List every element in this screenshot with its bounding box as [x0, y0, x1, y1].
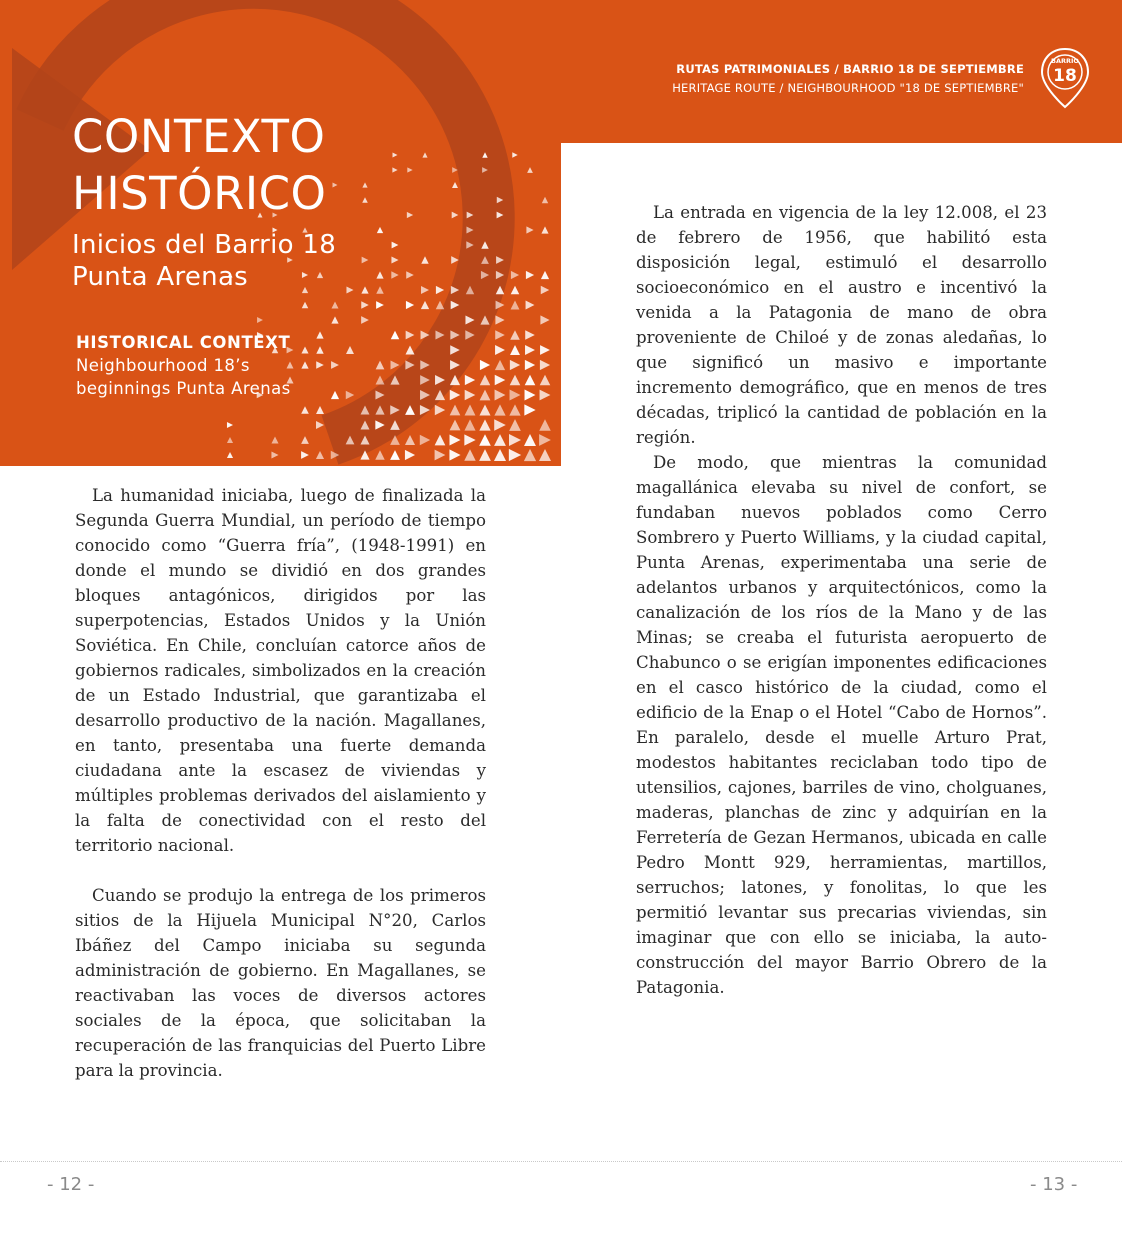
- page-subtitle: [72, 229, 336, 293]
- left-column-text: [75, 483, 486, 1083]
- english-title-line-3: beginnings Punta Arenas: [76, 379, 291, 398]
- page-title: [72, 108, 326, 222]
- english-title-line-2: Neighbourhood 18’s: [76, 356, 250, 375]
- right-paragraph-1: La entrada en vigencia de la ley 12.008, el 23 de febrero de 1956, que habilitó esta disposición legal, estimuló el desarrollo socioeconómico en el austro e incentivó la venida a la Patagonia de mano de obra proveniente de Chiloé y de zonas aledañas, lo que significó un masivo e importante incremento demográfico, que en menos de tres décadas, triplicó la cantidad de población en la región.: [636, 203, 1047, 447]
- page-number-left: - 12 -: [47, 1174, 95, 1195]
- subtitle-line-2: Punta Arenas: [72, 262, 249, 292]
- series-title-es: RUTAS PATRIMONIALES / BARRIO 18 DE SEPTIEMBRE: [676, 62, 1024, 76]
- left-paragraph-1: La humanidad iniciaba, luego de finalizada la Segunda Guerra Mundial, un período de tiempo conocido como “Guerra fría”, (1948-1991) en donde el mundo se dividió en dos grandes bloques antagónicos, dirigidos por las superpotencias, Estados Unidos y la Unión Soviética. En Chile, concluían catorce años de gobiernos radicales, simbolizados en la creación de un Estado Industrial, que garantizaba el desarrollo productivo de la nación. Magallanes, en tanto, presentaba una fuerte demanda ciudadana ante la escasez de viviendas y múltiples problemas derivados del aislamiento y la falta de conectividad con el resto del territorio nacional.: [75, 486, 486, 855]
- page-number-right: - 13 -: [1030, 1174, 1078, 1195]
- series-title-en: HERITAGE ROUTE / NEIGHBOURHOOD "18 DE SEPTIEMBRE": [672, 81, 1024, 95]
- right-paragraph-2: De modo, que mientras la comunidad magallánica elevaba su nivel de confort, se fundaban nuevos poblados como Cerro Sombrero y Puerto Williams, y la ciudad capital, Punta Arenas, experimentaba una serie de adelantos urbanos y arquitectónicos, como la canalización de los ríos de la Mano y de las Minas; se creaba el futurista aeropuerto de Chabunco o se erigían imponentes edificaciones en el casco histórico de la ciudad, como el edificio de la Enap o el Hotel “Cabo de Hornos”. En paralelo, desde el muelle Arturo Prat, modestos habitantes reciclaban todo tipo de utensilios, cajones, barriles de vino, cholguanes, maderas, planchas de zinc y adquirían en la Ferretería de Gezan Hermanos, ubicada en calle Pedro Montt 929, herramientas, martillos, serruchos; latones, y fonolitas, lo que les permitió levantar sus precarias viviendas, sin imaginar que con ello se iniciaba, la auto-construcción del mayor Barrio Obrero de la Patagonia.: [636, 453, 1047, 997]
- logo-number: 18: [1053, 66, 1077, 86]
- right-column-text: [636, 200, 1047, 1000]
- footer-divider: [0, 1161, 1122, 1162]
- subtitle-line-1: Inicios del Barrio 18: [72, 230, 337, 260]
- title-line-2: HISTÓRICO: [72, 167, 327, 220]
- title-line-1: CONTEXTO: [72, 110, 326, 163]
- left-paragraph-2: Cuando se produjo la entrega de los primeros sitios de la Hijuela Municipal N°20, Carlos Ibáñez del Campo iniciaba su segunda administración de gobierno. En Magallanes, se reactivaban las voces de diversos actores sociales de la época, que solicitaban la recuperación de las franquicias del Puerto Libre para la provincia.: [75, 886, 486, 1080]
- english-title: [76, 331, 291, 400]
- logo-label: BARRIO: [1051, 57, 1079, 65]
- series-header: [672, 60, 1024, 98]
- barrio-18-logo: [1038, 46, 1092, 110]
- english-title-line-1: HISTORICAL CONTEXT: [76, 333, 291, 352]
